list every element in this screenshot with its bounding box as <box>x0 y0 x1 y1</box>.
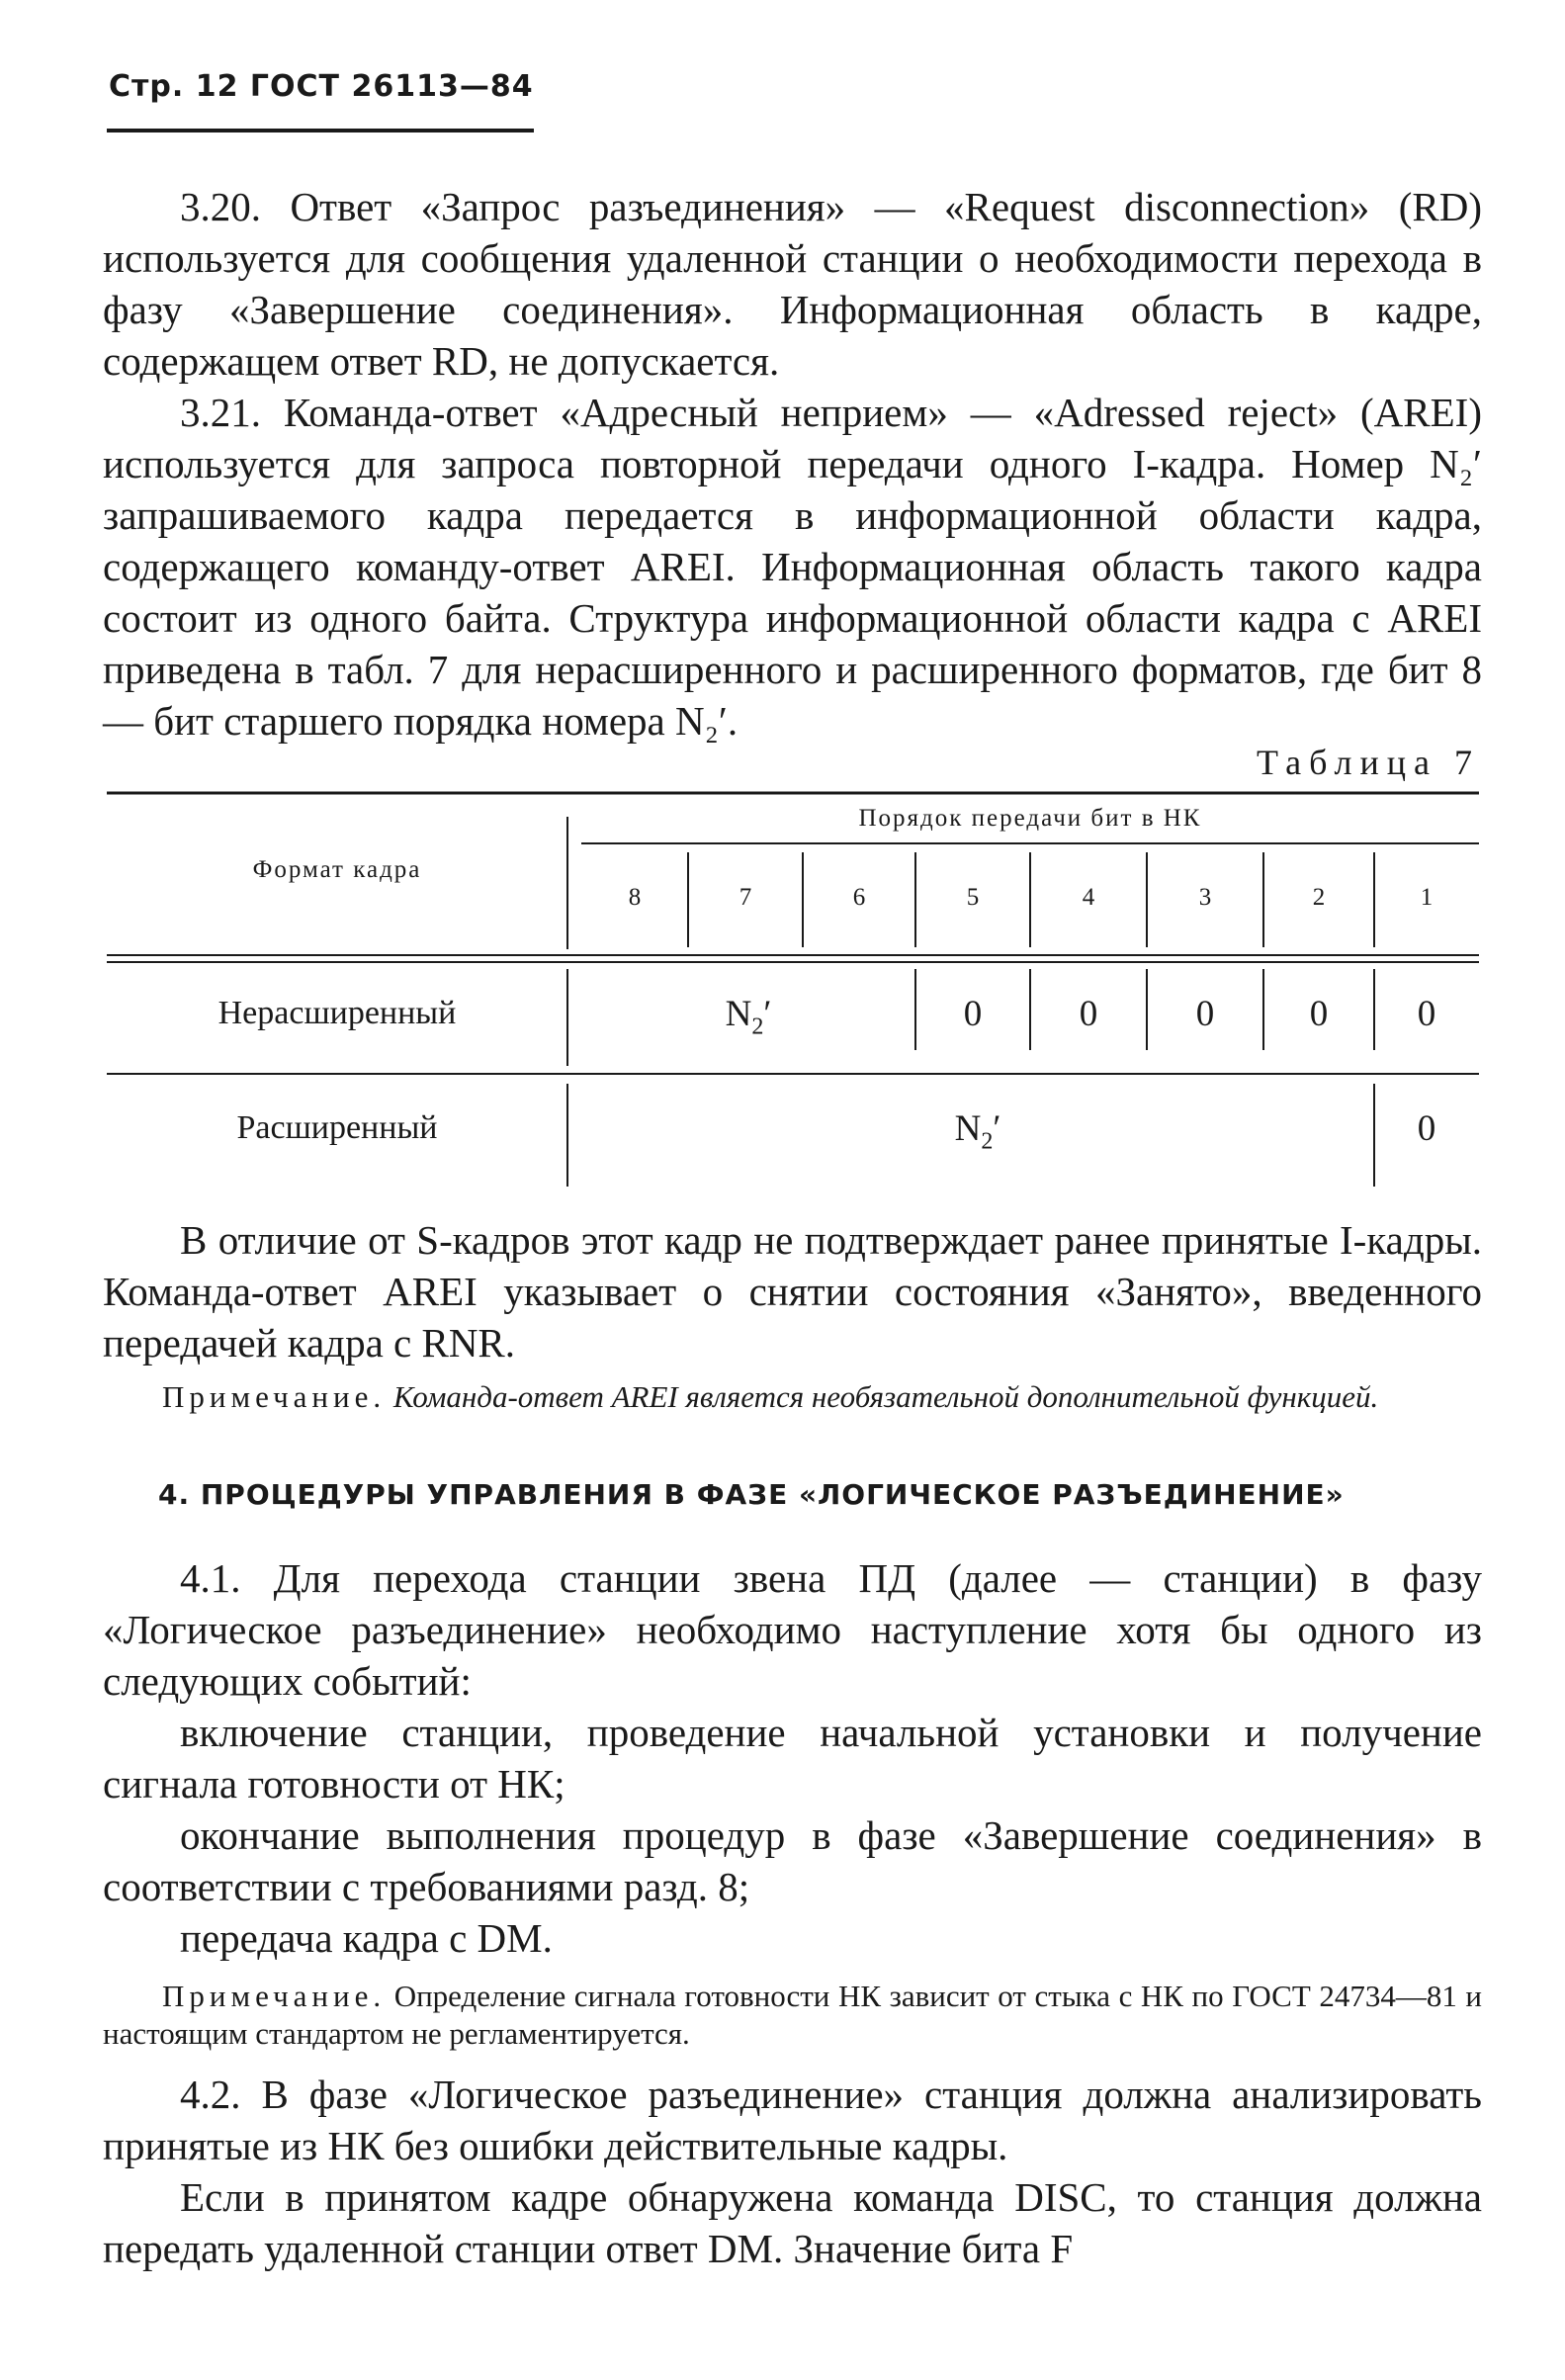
bit-header-6: 6 <box>852 884 866 911</box>
list-item-dm-frame: передача кадра с DM. <box>180 1915 553 1961</box>
n2-subscript: 2 <box>981 1128 994 1155</box>
value-extended-bit-1: 0 <box>1417 1108 1436 1149</box>
n2-prime: ′ <box>763 994 772 1034</box>
bit-header-5: 5 <box>966 884 980 911</box>
text-block-after-table <box>103 1214 1482 1416</box>
bit-header-2: 2 <box>1312 884 1326 911</box>
n2-prime: ′ <box>993 1108 1001 1149</box>
page-header: Стр. 12 ГОСТ 26113—84 <box>109 69 534 104</box>
table-7 <box>107 791 1479 1226</box>
bit-header-8: 8 <box>628 884 642 911</box>
paragraph-4-1: 4.1. Для перехода станции звена ПД (далее — станции) в фазу «Логическое разъединение» необходимо наступление хотя бы одного из следующих событий: <box>103 1555 1482 1704</box>
bit-header-4: 4 <box>1082 884 1095 911</box>
note-1-lead: Примечание. <box>162 1379 387 1414</box>
value-non-extended-bit-3: 0 <box>1195 994 1215 1034</box>
n2-letter: N <box>725 994 752 1034</box>
bit-header-7: 7 <box>739 884 752 911</box>
row-label-extended: Расширенный <box>236 1109 438 1146</box>
note-1 <box>103 1378 1482 1416</box>
n2-letter: N <box>954 1108 982 1149</box>
bit-header-1: 1 <box>1420 884 1434 911</box>
group-header-bit-order: Порядок передачи бит в НК <box>858 805 1202 832</box>
note-2-text: Определение сигнала готовности НК зависит от стыка с НК по ГОСТ 24734—81 и настоящим стандартом не регламентируется. <box>103 1979 1482 2051</box>
n2-field-extended <box>581 1107 1374 1155</box>
paragraph-disc: Если в принятом кадре обнаружена команда DISC, то станция должна передать удаленной станции ответ DM. Значение бита F <box>103 2174 1482 2271</box>
section-4-title: 4. ПРОЦЕДУРЫ УПРАВЛЕНИЯ В ФАЗЕ «ЛОГИЧЕСКОЕ РАЗЪЕДИНЕНИЕ» <box>158 1478 1345 1511</box>
value-non-extended-bit-2: 0 <box>1309 994 1329 1034</box>
value-non-extended-bit-1: 0 <box>1417 994 1436 1034</box>
bit-header-3: 3 <box>1198 884 1212 911</box>
paragraph-3-21: 3.21. Команда-ответ «Адресный неприем» — «Adressed reject» (AREI) используется для запроса повторной передачи одного I-кадра. Номер N₂′ запрашиваемого кадра передается в информационной области кадра, содержащего команду-ответ AREI. Информационная область такого кадра состоит из одного байта. Структура информационной области кадра с AREI приведена в табл. 7 для нерасширенного и расширенного форматов, где бит 8 — бит старшего порядка номера N₂′. <box>103 390 1482 744</box>
text-block-top <box>103 181 1482 747</box>
paragraph-4-2: 4.2. В фазе «Логическое разъединение» станция должна анализировать принятые из НК без ошибки действительные кадры. <box>103 2071 1482 2168</box>
paragraph-3-20: 3.20. Ответ «Запрос разъединения» — «Request disconnection» (RD) используется для сообщения удаленной станции о необходимости перехода в фазу «Завершение соединения». Информационная область в кадре, содержащем ответ RD, не допускается. <box>103 184 1482 384</box>
value-non-extended-bit-5: 0 <box>963 994 983 1034</box>
value-non-extended-bit-4: 0 <box>1079 994 1098 1034</box>
list-item-power-on: включение станции, проведение начальной установки и получение сигнала готовности от НК; <box>103 1710 1482 1807</box>
header-rule <box>107 129 534 132</box>
row-label-non-extended: Нерасширенный <box>217 995 457 1031</box>
note-2 <box>103 1978 1482 2053</box>
note-2-lead: Примечание. <box>162 1979 387 2013</box>
text-block-section-4 <box>103 1552 1482 2274</box>
paragraph-s-frames: В отличие от S-кадров этот кадр не подтверждает ранее принятые I-кадры. Команда-ответ AREI указывает о снятии состояния «Занято», введенного передачей кадра с RNR. <box>103 1217 1482 1366</box>
table-caption: Таблица 7 <box>1257 743 1480 782</box>
column-header-frame-format: Формат кадра <box>252 856 422 883</box>
note-1-text: Команда-ответ AREI является необязательной дополнительной функцией. <box>392 1379 1379 1414</box>
n2-field-non-extended <box>581 993 915 1040</box>
list-item-procedures-end: окончание выполнения процедур в фазе «Завершение соединения» в соответствии с требованиями разд. 8; <box>103 1812 1482 1909</box>
n2-subscript: 2 <box>751 1014 764 1040</box>
